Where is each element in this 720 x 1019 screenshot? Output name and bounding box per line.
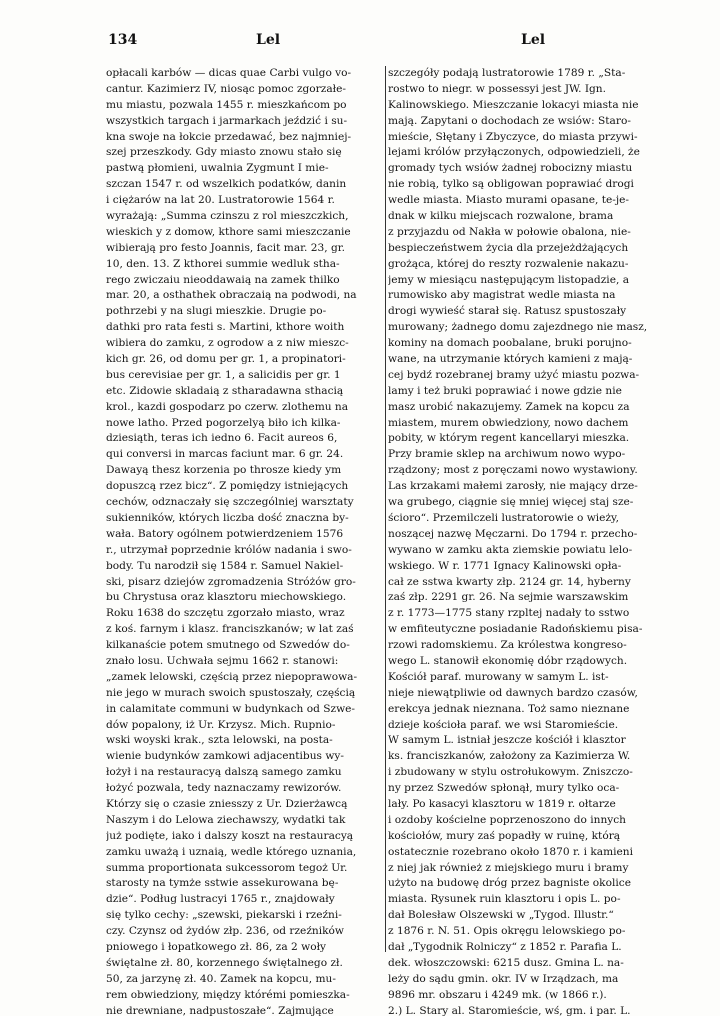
text-line: Las krzakami małemi zarosły, nie mający drze- (388, 480, 638, 493)
text-line: cej bydź rozebranej bramy użyć miastu pozwa- (388, 368, 640, 381)
text-line: dzieje kościoła paraf. we wsi Staromieście. (388, 718, 619, 731)
text-line: szczegóły podają lustratorowie 1789 r. „Sta- (388, 67, 626, 79)
text-line: rego zwiczaiu nieoddawaią na zamek thilko (106, 273, 340, 286)
text-line: pastwą płomieni, uwalnia Zygmunt I mie- (106, 162, 329, 175)
text-line: miasta. Rysunek ruin klasztoru i opis L. po- (388, 893, 621, 906)
text-line: wibierają pro festo Joannis, facit mar. 23, gr. (106, 241, 346, 254)
text-line: erekcya jednak nieznana. Toż samo nieznane (388, 702, 630, 715)
text-line: ks. franciszkanów, założony za Kazimierza W. (388, 750, 631, 763)
text-line: wski woyski krak., szta lelowski, na posta- (106, 734, 333, 747)
text-line: dał Bolesław Olszewski w „Tygod. Illustr.“ (388, 909, 614, 922)
text-line: już podięte, iako i dalszy koszt na restauracyą (106, 829, 354, 842)
text-line: bu Chrystusa oraz klasztoru miechowskiego. (106, 591, 347, 604)
text-line: lały. Po kasacyi klasztoru w 1819 r. ołtarze (388, 797, 616, 810)
text-line: 2.) L. Stary al. Staromieście, wś, gm. i par. L. (388, 1004, 631, 1017)
text-line: etc. Zidowie skladaią z stharadawna sthacią (106, 384, 344, 397)
text-line: r., utrzymał poprzednie królów nadania i swo- (106, 543, 352, 556)
text-line: mar. 20, a osthathek obraczaią na podwodi, na (106, 289, 357, 302)
text-line: wyrażają: „Summa czinszu z rol mieszczkich, (106, 210, 349, 223)
text-line: bespieczeństwem życia dla przejeżdżających (388, 241, 629, 254)
text-line: dzie“. Podług lustracyi 1765 r., znajdowały (106, 893, 335, 906)
text-line: Kościół paraf. murowany w samym L. ist- (388, 670, 609, 683)
text-line: in calamitate communi w budynkach od Szwe- (106, 702, 356, 715)
text-line: i zbudowany w stylu ostrołukowym. Zniszczo- (388, 766, 633, 779)
text-line: masz urobić nakazujemy. Zamek na kopcu za (388, 400, 630, 413)
text-line: Przy bramie sklep na archiwum nowo wypo- (388, 448, 626, 461)
text-line: cantur. Kazimierz IV, niosąc pomoc zgorzałe- (106, 82, 346, 95)
text-line: w emfiteutyczne posiadanie Radońskiemu pisa- (388, 623, 643, 636)
text-line: rostwo to niegr. w possessyi jest JW. Ign. (388, 82, 606, 95)
text-line: z r. 1773—1775 stany rzpltej nadały to sstwo (388, 607, 630, 620)
text-line: nie robią, tylko są obligowan poprawiać drogi (388, 178, 634, 191)
text-line: wibiera do zamku, z ogrodow a z niw mieszc- (106, 337, 349, 350)
text-line: wienie budynków zamkowi adjacentibus wy- (106, 750, 344, 763)
text-line: ściorо“. Przemilczeli lustratorowie o wieży, (388, 511, 619, 524)
text-line: kich gr. 26, od domu per gr. 1, a propinatori- (106, 353, 346, 366)
text-line: gromady tych wsiów żadnej robocizny miastu (388, 162, 633, 175)
text-line: rumowisko aby magistrat wedle miasta na (388, 289, 616, 302)
text-line: nie jego w murach swoich spustoszały, częścią (106, 686, 356, 699)
text-line: wane, na utrzymanie których kamieni z mają- (388, 353, 633, 366)
text-line: W samym L. istniał jeszcze kościół i klasztor (388, 734, 626, 747)
text-line: z koś. farnym i klasz. franciszkanów; w lat zaś (106, 623, 354, 636)
text-line: dał „Tygodnik Rolniczy“ z 1852 r. Parafia L. (388, 940, 622, 953)
text-line: krol., kazdi gospodarz po czerw. zlothemu na (106, 400, 349, 413)
text-line: dek. włoszczowski: 6215 dusz. Gmina L. na- (388, 956, 624, 969)
text-line: bus cerevisiae per gr. 1, a salicidis per gr. 1 (106, 368, 341, 381)
text-line: z niej jak również z miejskiego muru i bramy (388, 861, 629, 874)
text-line: dziesiąth, teras ich iedno 6. Facit aureos 6, (106, 432, 338, 445)
text-line: ostatecznie rozebrano około 1870 r. i kamieni (388, 845, 634, 858)
text-line: dów popalony, iż Ur. Krzysz. Mich. Rupnio- (106, 718, 336, 731)
text-line: nieje niewątpliwie od dawnych bardzo czasów, (388, 686, 638, 699)
text-line: lamy i też bruki poprawiać i nowe gdzie nie (388, 384, 622, 397)
text-line: łożył i na restauracyą dalszą samego zamku (106, 766, 342, 779)
text-line: mieście, Słętany i Zbyczyce, do miasta przywi- (388, 130, 638, 143)
text-line: pothrzebi y na slugi mieszkie. Drugie po- (106, 305, 327, 318)
text-line: cał ze sstwa kwarty złp. 2124 gr. 14, hyberny (388, 575, 631, 588)
text-line: zaś złp. 2291 gr. 26. Na sejmie warszawskim (388, 591, 629, 604)
text-line: rzowi radomskiemu. Za królestwa kongreso- (388, 639, 627, 652)
text-line: z przyjazdu od Nakła w połowie obalona, nie- (388, 225, 631, 238)
text-line: sukienników, których liczba dość znaczna by- (106, 511, 349, 524)
running-title-right: Lel (521, 32, 546, 48)
text-line: wieskich y z domow, kthore sami mieszczanie (106, 225, 351, 238)
text-line: summa proportionata sukcessorom tegoż Ur. (106, 861, 348, 874)
text-line: 50, za jarzynę zł. 40. Zamek na kopcu, mu- (106, 972, 336, 985)
text-line: wa grubego, ciągnie się mniej więcej staj sze- (388, 496, 634, 509)
text-line: znało losu. Uchwała sejmu 1662 r. stanowi: (106, 654, 339, 667)
text-line: 9896 mr. obszaru i 4249 mk. (w 1866 r.). (388, 988, 607, 1001)
text-line: świętalne zł. 80, korzennego świętalnego zł. (106, 956, 343, 969)
text-line: lejami królów przyłączonych, odpowiedzieli, że (388, 146, 640, 159)
text-line: grożąca, której do reszty rozwalenie nakazu- (388, 257, 629, 270)
text-line: zamku uważą i uznaią, wedle którego uznania, (106, 845, 357, 858)
text-line: kilkanaście potem smutnego od Szwedów do- (106, 639, 350, 652)
text-line: i ciężarów na lat 20. Lustratorowie 1564 r. (106, 194, 335, 207)
right-text-column (388, 66, 666, 1019)
text-line: wszystkich targach i jarmarkach jeździć i su- (106, 114, 348, 127)
text-line: szczan 1547 r. od wszelkich podatków, danin (106, 178, 347, 191)
text-line: drogi wywieść starał się. Ratusz spustoszały (388, 305, 627, 318)
text-line: body. Tu narodził się 1584 r. Samuel Nakiel- (106, 559, 344, 572)
text-line: kominy na domach poobalane, bruki porujno- (388, 337, 632, 350)
text-line: dnak w kilku miejscach rozwalone, brama (388, 210, 614, 223)
text-line: wała. Batory ogólnem potwierdzeniem 1576 (106, 527, 344, 540)
text-line: rem obwiedziony, między którémi pomieszka- (106, 988, 350, 1001)
text-line: i ozdoby kościelne poprzenoszono do innych (388, 813, 627, 826)
text-line: rządzony; most z poręczami nowo wystawiony. (388, 464, 638, 477)
text-line: cechów, odznaczały się szczególniej warsztaty (106, 496, 354, 509)
text-line: nowe latho. Przed pogorzelyą biło ich kilka- (106, 416, 341, 429)
text-line: dopuszcą rzez bicz“. Z pomiędzy istniejących (106, 480, 349, 493)
text-line: murowany; żadnego domu zajezdnego nie masz, (388, 321, 648, 334)
left-text-column (106, 66, 384, 1019)
text-line: nie drewniane, nadpustoszałe“. Zajmujące (106, 1004, 334, 1017)
text-line: Naszym i do Lelowa ziechawszy, wydatki tak (106, 813, 346, 826)
text-line: starosty na tymże sstwie assekurowana bę- (106, 877, 339, 890)
text-line: Którzy się o czasie zniesszy z Ur. Dzierżawcą (106, 797, 348, 810)
text-line: szej przeszkody. Gdy miasto znowu stało się (106, 146, 342, 159)
running-header (108, 28, 668, 54)
text-line: mają. Zapytani o dochodach ze wsiów: Staro- (388, 114, 631, 127)
running-title-left: Lel (256, 32, 281, 48)
text-line: pniowego i łopatkowego zł. 86, za 2 woły (106, 940, 327, 953)
text-line: „zamek lelowski, częścią przez niepoprawowa- (106, 670, 358, 683)
text-line: wskiego. W r. 1771 Ignacy Kalinowski opła- (388, 559, 622, 572)
column-divider (385, 66, 386, 952)
text-line: wedle miasta. Miasto murami opasane, te-je- (388, 194, 629, 207)
text-line: ny przez Szwedów spłonął, mury tylko oca- (388, 782, 620, 795)
text-line: noszącej nazwę Męczarni. Do 1794 r. przecho- (388, 527, 638, 540)
text-line: łożyć pozwala, tedy naznaczamy rewizorów. (106, 782, 342, 795)
text-line: się tylko cechy: „szewski, piekarski i rzeźni- (106, 909, 342, 922)
text-line: kościołów, mury zaś popadły w ruinę, którą (388, 829, 621, 842)
text-line: mu miastu, pozwala 1455 r. mieszkańcom po (106, 98, 347, 111)
text-line: dathki pro rata festi s. Martini, kthore woith (106, 321, 345, 334)
text-line: z 1876 r. N. 51. Opis okręgu lelowskiego po- (388, 925, 626, 938)
text-line: ski, pisarz dziejów zgromadzenia Stróżów gro- (106, 575, 356, 588)
text-line: Dawayą thesz korzenia po throsze kiedy ym (106, 464, 342, 477)
text-line: leży do sądu gmin. okr. IV w Irządzach, ma (388, 972, 619, 985)
page-number: 134 (108, 32, 138, 48)
text-line: Roku 1638 do szczętu zgorzało miasto, wraz (106, 607, 345, 620)
text-line: opłacali karbów — dicas quae Carbi vulgo vo- (106, 67, 352, 79)
text-line: jemy w miesiącu następującym listopadzie, a (388, 273, 630, 286)
text-line: wego L. stanowił ekonomię dóbr rządowych. (388, 654, 628, 667)
text-line: użyto na budowę dróg przez bagniste okolice (388, 877, 631, 890)
text-line: qui conversi in marcas faciunt mar. 6 gr. 24. (106, 448, 344, 461)
text-line: pobity, w którym regent kancellaryi mieszka. (388, 432, 630, 445)
text-line: 10, den. 13. Z kthorei summie wedluk stha- (106, 257, 340, 270)
text-line: kna swoje na łokcie przedawać, bez najmniej- (106, 130, 352, 143)
text-line: czy. Czynsz od żydów złp. 236, od rzeźników (106, 925, 344, 938)
text-line: wywano w zamku akta ziemskie powiatu lelo- (388, 543, 633, 556)
text-line: Kalinowskiego. Mieszczanie lokacyi miasta nie (388, 98, 639, 111)
text-line: miastem, murem obwiedziony, nowo dachem (388, 416, 629, 429)
